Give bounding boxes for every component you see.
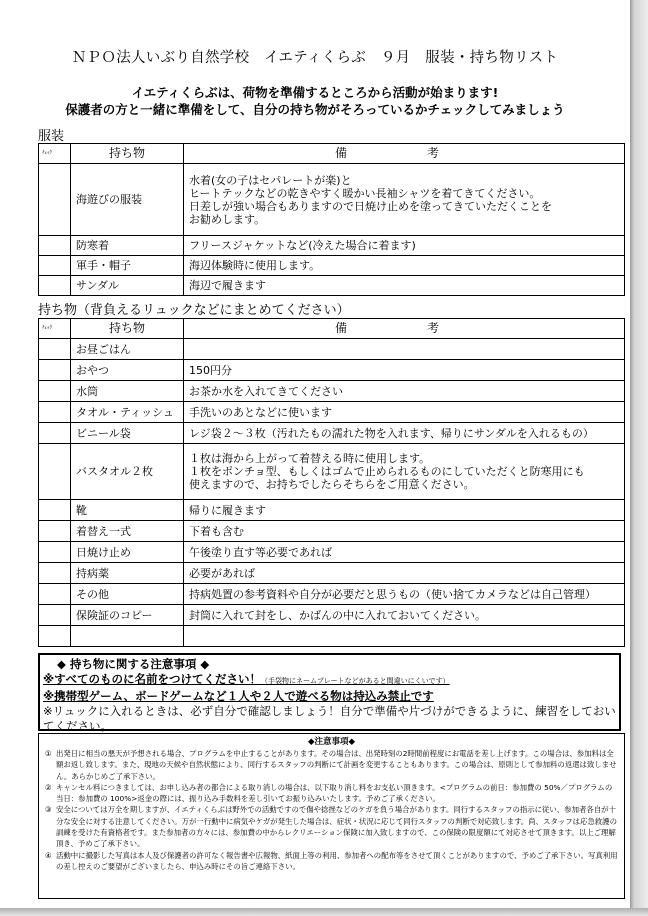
item-cell: お昼ごはん — [71, 339, 184, 360]
note-cell — [184, 521, 625, 542]
page-shadow-right — [630, 0, 648, 916]
check-cell[interactable] — [39, 584, 71, 605]
notice-list — [45, 748, 618, 872]
belongings-header-row — [39, 319, 625, 339]
notice-item-number: ② — [45, 782, 52, 792]
notice-item — [45, 850, 618, 873]
page-shadow-bottom — [0, 908, 648, 916]
note-line: １枚をポンチョ型、もしくはゴムで止められるものにしていただくと防寒用にも — [189, 465, 585, 478]
belongings-caution-box — [38, 653, 621, 731]
note-header: 備 考 — [184, 319, 625, 339]
check-cell[interactable] — [39, 521, 71, 542]
note-line: 水着(女の子はセパレートが楽)と — [189, 173, 352, 187]
check-cell[interactable] — [39, 381, 71, 402]
item-cell — [71, 626, 184, 647]
notice-heading: ◆注意事項◆ — [307, 737, 356, 747]
notice-item — [45, 782, 618, 805]
item-cell: 防寒着 — [71, 236, 184, 256]
belongings-heading: 持ち物（背負えるリュックなどにまとめてください） — [38, 303, 350, 318]
lead-line-1: イエティくらぶは、荷物を準備するところから活動が始まります! — [131, 85, 499, 100]
note-line: １枚は海から上がって着替える時に使用します。 — [189, 452, 431, 465]
item-cell: バスタオル２枚 — [71, 444, 184, 500]
note-cell — [184, 423, 625, 444]
item-cell: 保険証のコピー — [71, 605, 184, 626]
check-cell[interactable] — [39, 276, 71, 296]
belongings-row — [39, 605, 625, 626]
check-cell[interactable] — [39, 423, 71, 444]
item-cell: 靴 — [71, 500, 184, 521]
check-cell[interactable] — [39, 236, 71, 256]
note-cell — [184, 360, 625, 381]
belongings-row — [39, 626, 625, 647]
check-cell[interactable] — [39, 605, 71, 626]
lead-line-2: 保護者の方と一緒に準備をして、自分の持ち物がそろっているかチェックしてみましょう — [65, 102, 565, 117]
note-line: ヒートテックなどの乾きやすく暖かい長袖シャツを着てきてください。 — [189, 186, 541, 200]
clothing-table — [38, 143, 625, 296]
note-line: 下着も含む — [189, 524, 244, 538]
note-cell — [184, 542, 625, 563]
caution-rucksack-line: ※リュックに入れるときは、必ず自分で確認しましょう！自分で準備や片づけができるように、練習をしておいてください。 — [43, 704, 616, 733]
check-cell[interactable] — [39, 542, 71, 563]
notice-box — [38, 733, 625, 899]
check-cell[interactable] — [39, 360, 71, 381]
clothing-row — [39, 236, 625, 256]
note-cell — [184, 626, 625, 647]
item-header: 持ち物 — [71, 144, 184, 164]
clothing-heading: 服装 — [38, 129, 65, 144]
note-cell — [184, 563, 625, 584]
check-cell[interactable] — [39, 626, 71, 647]
belongings-row — [39, 423, 625, 444]
check-cell[interactable] — [39, 563, 71, 584]
caution-name-note: （手袋物にネームプレートなどがあると間違いにくいです） — [260, 677, 450, 685]
notice-item-number: ③ — [45, 805, 52, 815]
check-cell[interactable] — [39, 164, 71, 236]
item-cell: ビニール袋 — [71, 423, 184, 444]
item-cell: タオル・ティッシュ — [71, 402, 184, 423]
belongings-row — [39, 444, 625, 500]
check-cell[interactable] — [39, 444, 71, 500]
note-line: 海辺体験時に使用します。 — [189, 259, 321, 272]
note-cell — [184, 381, 625, 402]
notice-item-text: 活動中に撮影した写真は本人及び保護者の許可なく報告書や広報物、紙面上等の利用、参加者への配布等をさせて頂くことがありますので、予めご了承下さい。写真利用の差し控えのご要望がございましたら、申込み時にその旨ご連絡下さい。 — [56, 850, 618, 871]
note-line: お勧めします。 — [189, 212, 266, 226]
item-cell: おやつ — [71, 360, 184, 381]
notice-item-text: 出発日に相当の悪天が予想される場合、プログラムを中止することがあります。その場合は、出発時刻の2時間前程度にお電話を差し上げます。この場合は、参加料は全額お返し致します。また、現地の天候や自然状態により、同行するスタッフの判断にて計画を変更することもあります。この場合は、原則として参加料の返還は致しません。あらかじめご了承下さい。 — [56, 749, 617, 781]
notice-item — [45, 804, 618, 849]
belongings-row — [39, 402, 625, 423]
note-cell — [184, 584, 625, 605]
note-cell — [184, 402, 625, 423]
belongings-row — [39, 521, 625, 542]
note-line: フリースジャケットなど(冷えた場合に着ます) — [189, 239, 416, 252]
note-cell — [184, 276, 625, 296]
belongings-table — [38, 318, 625, 647]
note-line: 封筒に入れて封をし、かばんの中に入れておいてください。 — [189, 608, 486, 622]
notice-item-number: ④ — [45, 850, 52, 860]
note-cell — [184, 500, 625, 521]
note-line: 持病処置の参考資料や自分が必要だと思うもの（使い捨てカメラなどは自己管理） — [189, 587, 596, 601]
caution-game-line: ※携帯型ゲーム、ボードゲームなど１人や２人で遊べる物は持込み禁止です — [43, 689, 434, 703]
note-header: 備 考 — [184, 144, 625, 164]
note-line: 海辺で履きます — [189, 279, 266, 292]
check-header: ﾁｪｯｸ — [39, 144, 71, 164]
item-cell: 海遊びの服装 — [71, 164, 184, 236]
note-cell — [184, 236, 625, 256]
notice-item-number: ① — [45, 749, 52, 758]
notice-item — [45, 748, 618, 782]
item-cell: 水筒 — [71, 381, 184, 402]
clothing-row — [39, 276, 625, 296]
belongings-row — [39, 381, 625, 402]
check-cell[interactable] — [39, 402, 71, 423]
belongings-row — [39, 500, 625, 521]
belongings-row — [39, 542, 625, 563]
check-header: ﾁｪｯｸ — [39, 319, 71, 339]
note-cell — [184, 339, 625, 360]
belongings-row — [39, 584, 625, 605]
belongings-row — [39, 360, 625, 381]
note-line: 150円分 — [189, 363, 232, 377]
clothing-header-row — [39, 144, 625, 164]
note-line: 帰りに履きます — [189, 503, 266, 517]
check-cell[interactable] — [39, 339, 71, 360]
clothing-row — [39, 164, 625, 236]
note-line: 午後塗り直す等必要であれば — [189, 545, 332, 559]
check-cell[interactable] — [39, 500, 71, 521]
item-header: 持ち物 — [71, 319, 184, 339]
note-cell — [184, 605, 625, 626]
notice-item-text: キャンセル料につきましては、お申し込み者の都合による取り消しの場合は、以下取り消し料をお支払い頂きます。<プログラムの前日：参加費の 50%／プログラムの当日：参加費の 100%>返金の際には、振り込み手数料を差し引いてお振り込みいたします。予めご了承ください。 — [56, 782, 613, 804]
note-line: お茶か水を入れてきてください — [189, 384, 343, 398]
clothing-row — [39, 256, 625, 276]
belongings-row — [39, 563, 625, 584]
item-cell: 着替え一式 — [71, 521, 184, 542]
item-cell: 持病薬 — [71, 563, 184, 584]
page-title: ＮＰＯ法人いぶり自然学校 イエティくらぶ ９月 服装・持ち物リスト — [71, 50, 559, 66]
note-line: 日差しが強い場合もありますので日焼け止めを塗ってきていただくことを — [189, 199, 552, 213]
item-cell: サンダル — [71, 276, 184, 296]
item-cell: 軍手・帽子 — [71, 256, 184, 276]
note-cell — [184, 256, 625, 276]
caution-name-line: ※すべてのものに名前をつけてください！（手袋物にネームプレートなどがあると間違いにくいです） — [43, 672, 450, 686]
item-cell: その他 — [71, 584, 184, 605]
note-line: 必要があれば — [189, 566, 255, 580]
note-cell — [184, 444, 625, 500]
note-line: 手洗いのあとなどに使います — [189, 405, 332, 419]
item-cell: 日焼け止め — [71, 542, 184, 563]
caution-heading: ◆ 持ち物に関する注意事項 ◆ — [57, 657, 210, 671]
note-line: 使えますので、お持ちでしたらそちらをご用意ください。 — [189, 478, 475, 491]
notice-item-text: 安全については万全を期しますが、イエティくらぶは野外での活動ですので傷や捻挫などのケガを負う場合があります。同行するスタッフの指示に従い、参加者各自が十分な安全に対する注意してください。万が一行動中に病気やケガが発生した場合は、症状・状況に応じて同行スタッフの判断で対応致します。尚、スタッフは応急救護の訓練を受けた有資格者です。また参加者の方々には、参加費の中からレクリエーション保険に加入致しますので、この保険の限度額にて対応させて頂きます。以上ご理解頂き、予めご了承下さい。 — [56, 805, 617, 849]
note-cell — [184, 164, 625, 236]
check-cell[interactable] — [39, 256, 71, 276]
belongings-row — [39, 339, 625, 360]
note-line: レジ袋２～３枚（汚れたもの濡れた物を入れます、帰りにサンダルを入れるもの） — [189, 426, 594, 440]
